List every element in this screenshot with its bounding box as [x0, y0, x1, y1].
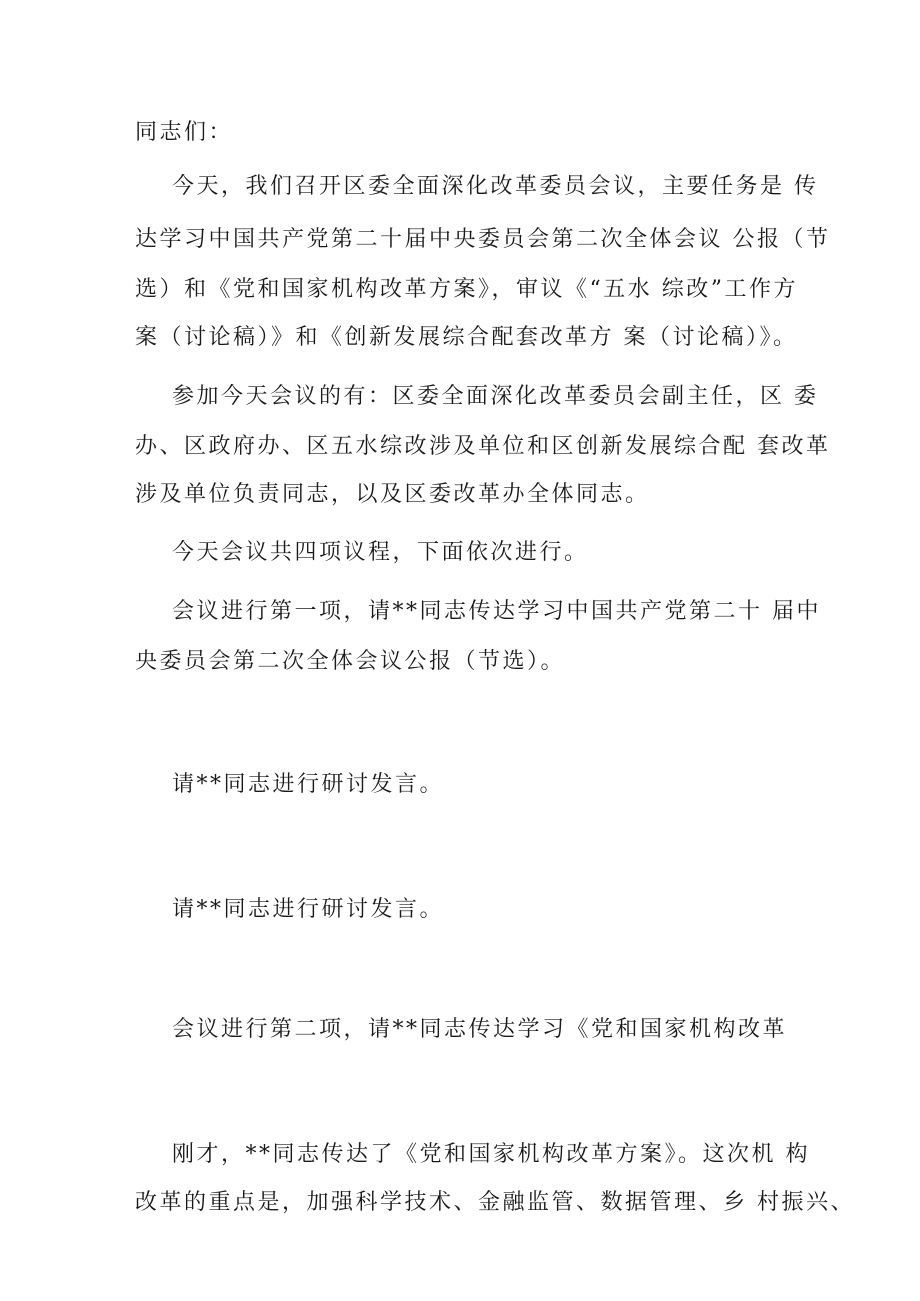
- paragraph-line: 选）和《党和国家机构改革方案》，审议《“五水 综改”工作方: [135, 277, 798, 302]
- paragraph-line: 办、区政府办、区五水综改涉及单位和区创新发展综合配 套改革: [135, 434, 831, 459]
- paragraph-line: 涉及单位负责同志，以及区委改革办全体同志。: [135, 482, 650, 507]
- paragraph-line: 会议进行第一项，请**同志传达学习中国共产党第二十 届中: [172, 599, 821, 624]
- paragraph-line: 今天，我们召开区委全面深化改革委员会议，主要任务是 传: [172, 174, 819, 199]
- paragraph-line: 今天会议共四项议程，下面依次进行。: [172, 540, 589, 565]
- paragraph-line: 案（讨论稿）》和《创新发展综合配套改革方 案（讨论稿）》。: [135, 325, 798, 350]
- paragraph-line: 达学习中国共产党第二十届中央委员会第二次全体会议 公报（节: [135, 227, 831, 252]
- paragraph-line: 央委员会第二次全体会议公报（节选）。: [135, 649, 566, 674]
- paragraph-line: 会议进行第二项，请**同志传达学习《党和国家机构改革: [172, 1017, 788, 1042]
- paragraph-line: 请**同志进行研讨发言。: [172, 772, 445, 797]
- paragraph-line: 刚才，**同志传达了《党和国家机构改革方案》。这次机 构: [172, 1142, 810, 1167]
- paragraph-line: 改革的重点是，加强科学技术、金融监管、数据管理、乡 村振兴、: [135, 1190, 855, 1215]
- paragraph-line: 参加今天会议的有：区委全面深化改革委员会副主任，区 委: [172, 384, 819, 409]
- salutation-line: 同志们：: [135, 120, 234, 145]
- paragraph-line: 请**同志进行研讨发言。: [172, 897, 445, 922]
